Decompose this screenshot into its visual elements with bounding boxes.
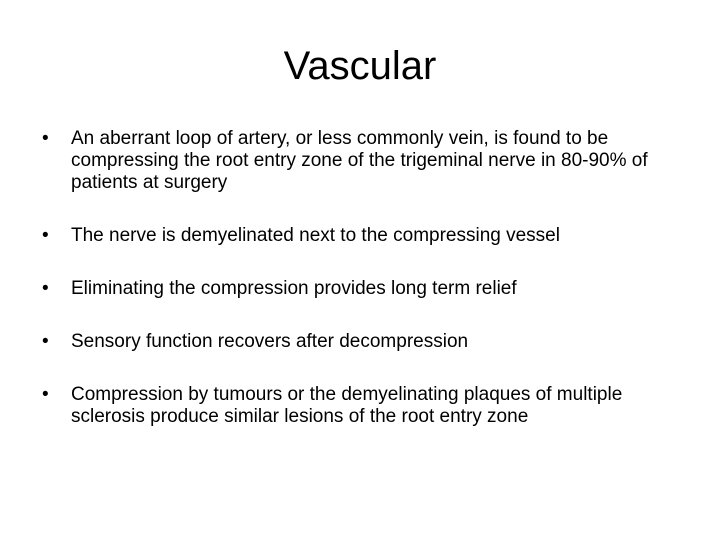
bullet-text: Sensory function recovers after decompression bbox=[71, 331, 469, 352]
bullet-glyph: • bbox=[42, 384, 49, 405]
bullet-list bbox=[42, 128, 682, 459]
slide-title: Vascular bbox=[283, 44, 437, 88]
bullet-item bbox=[42, 128, 682, 194]
bullet-text: An aberrant loop of artery, or less commonly vein, is found to be compressing the root entry zone of the trigeminal nerve in 80-90% of patients at surgery bbox=[71, 128, 648, 193]
bullet-glyph: • bbox=[42, 278, 49, 299]
bullet-text: Compression by tumours or the demyelinating plaques of multiple sclerosis produce similar lesions of the root entry zone bbox=[71, 384, 623, 427]
bullet-text: Eliminating the compression provides long term relief bbox=[71, 278, 517, 299]
bullet-item bbox=[42, 384, 682, 428]
bullet-item bbox=[42, 225, 682, 247]
bullet-glyph: • bbox=[42, 225, 49, 246]
bullet-item bbox=[42, 278, 682, 300]
bullet-glyph: • bbox=[42, 128, 49, 149]
bullet-item bbox=[42, 331, 682, 353]
bullet-text: The nerve is demyelinated next to the compressing vessel bbox=[71, 225, 560, 246]
bullet-glyph: • bbox=[42, 331, 49, 352]
